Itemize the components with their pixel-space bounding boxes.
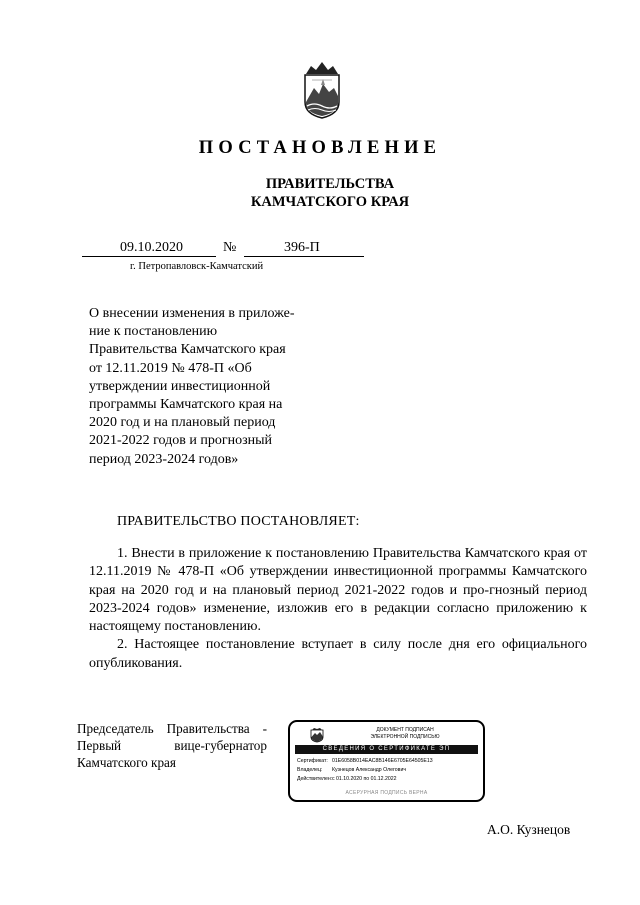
signer-name: А.О. Кузнецов (487, 822, 571, 837)
stamp-row-key: Владелец: (297, 767, 323, 773)
document-subject (89, 305, 319, 469)
stamp-row-value: 01E6058B014EAC8B146E6705E64505E13 (332, 758, 433, 764)
subject-line: 2021-2022 годов и прогнозный (89, 433, 273, 449)
issue-city: г. Петропавловск-Камчатский (130, 261, 264, 272)
stamp-certificate-band: СВЕДЕНИЯ О СЕРТИФИКАТЕ ЭП (295, 745, 478, 754)
issuer-line-1: ПРАВИТЕЛЬСТВА (265, 176, 395, 192)
subject-line: период 2023-2024 годов» (89, 451, 239, 467)
body-paragraph-2: 2. Настоящее постановление вступает в силу после дня его официального опубликования. (89, 637, 587, 671)
stamp-row-validity (297, 776, 397, 782)
document-number: 396-П (284, 240, 320, 255)
document-body (89, 545, 587, 673)
document-type-title: ПОСТАНОВЛЕНИЕ (198, 138, 442, 158)
signer-line-1: Председатель Правительства - (77, 721, 267, 736)
stamp-row-value: Кузнецов Александр Олегович (332, 767, 407, 773)
electronic-signature-stamp (288, 720, 485, 802)
date-underline (82, 256, 216, 257)
subject-line: ние к постановлению (89, 324, 218, 340)
subject-line: Правительства Камчатского края (89, 342, 286, 358)
body-paragraph-1: 1. Внести в приложение к постановлению Правительства Камчатского края от 12.11.2019 № 478-П «Об утверждении инвестиционной программы Камчатского края на 2020 год и на плановый период 2021-2022 годов и про-гнозный период 2023-2024 годов» изменение, изложив его в редакции согласно приложению к настоящему постановлению. (89, 546, 587, 635)
stamp-row-value: с 01.10.2020 по 01.12.2022 (332, 776, 397, 782)
stamp-row-key: Сертификат: (297, 758, 328, 764)
subject-line: от 12.11.2019 № 478-П «Об (89, 360, 252, 376)
subject-line: программы Камчатского края на (89, 397, 283, 413)
signer-line-2: Первый вице-губернатор (77, 738, 267, 753)
stamp-row-certificate (297, 758, 433, 764)
issuer-line-2: КАМЧАТСКОГО КРАЯ (250, 194, 410, 210)
signer-line-3: Камчатского края (77, 755, 176, 770)
subject-line: 2020 год и на плановый период (89, 415, 276, 431)
stamp-header-line-1: ДОКУМЕНТ ПОДПИСАН (376, 727, 434, 733)
coat-of-arms-emblem (299, 58, 345, 120)
stamp-footer: АСЕРУРНАЯ ПОДПИСЬ ВЕРНА (345, 790, 428, 796)
number-sign: № (223, 240, 237, 255)
subject-line: О внесении изменения в приложе- (89, 306, 295, 321)
document-date: 09.10.2020 (120, 240, 183, 255)
stamp-header-line-2: ЭЛЕКТРОННОЙ ПОДПИСЬЮ (370, 734, 440, 740)
decree-phrase: ПРАВИТЕЛЬСТВО ПОСТАНОВЛЯЕТ: (117, 514, 360, 529)
stamp-row-key: Действителен: (297, 776, 333, 782)
signer-position (77, 720, 267, 771)
number-underline (244, 256, 364, 257)
stamp-row-owner (297, 767, 406, 773)
subject-line: утверждении инвестиционной (89, 378, 271, 394)
